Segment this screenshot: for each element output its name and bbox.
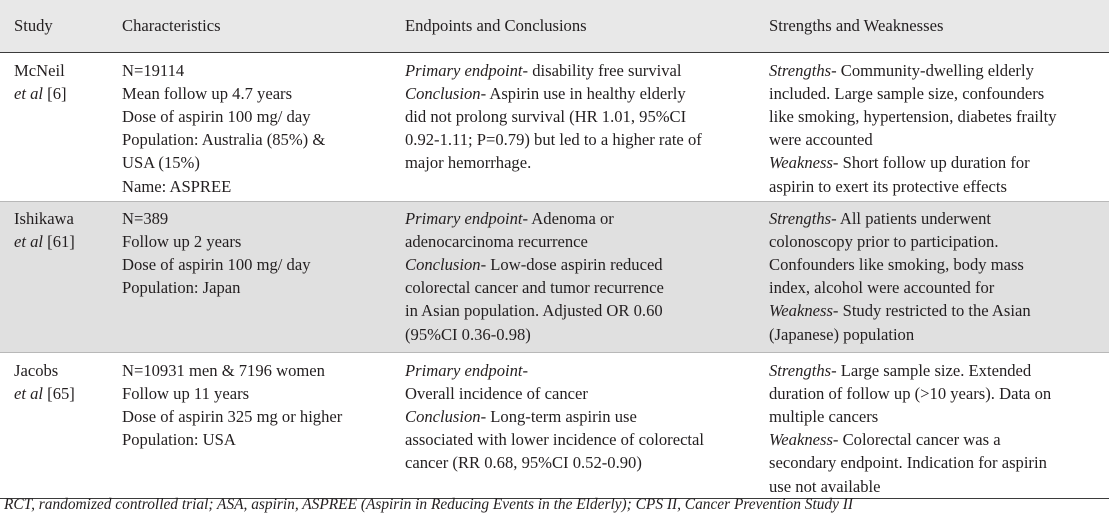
endpoints-cell (391, 201, 755, 352)
strength-line (769, 451, 1103, 474)
line-text: Study restricted to the Asian (838, 301, 1031, 321)
endpoint-line (405, 451, 749, 474)
characteristics-cell (108, 352, 391, 498)
characteristic-line: Follow up 11 years (122, 383, 250, 403)
strength-line (769, 276, 1103, 299)
characteristics-cell (108, 52, 391, 201)
strength-line (769, 428, 1103, 451)
line-label: Conclusion- (405, 406, 487, 426)
characteristics-cell (108, 201, 391, 352)
study-reference (14, 230, 102, 253)
line-label: Conclusion- (405, 83, 487, 103)
line-text: multiple cancers (769, 406, 879, 426)
study-ref-etal: et al (14, 83, 44, 103)
line-label: Primary endpoint- (405, 60, 529, 80)
endpoint-line (405, 105, 749, 128)
header-characteristics: Characteristics (108, 0, 391, 52)
characteristic-line: Population: Japan (122, 278, 241, 298)
endpoints-cell (391, 52, 755, 201)
line-label: Strengths- (769, 208, 837, 228)
study-author: McNeil (14, 60, 65, 80)
strength-line (769, 475, 1103, 498)
line-text: Overall incidence of cancer (405, 383, 588, 403)
study-cell (0, 352, 108, 498)
study-reference (14, 382, 102, 405)
characteristic-line: N=19114 (122, 60, 185, 80)
characteristic-line: Dose of aspirin 100 mg/ day (122, 254, 311, 274)
endpoint-line (405, 323, 749, 346)
line-label: Strengths- (769, 360, 837, 380)
study-author: Ishikawa (14, 208, 74, 228)
endpoint-line (405, 207, 749, 230)
strength-line (769, 128, 1103, 151)
strengths-cell (755, 201, 1109, 352)
header-strengths: Strengths and Weaknesses (755, 0, 1109, 52)
endpoint-line (405, 359, 749, 382)
line-text: colorectal cancer and tumor recurrence (405, 278, 664, 298)
endpoint-line (405, 428, 749, 451)
line-text: cancer (RR 0.68, 95%CI 0.52-0.90) (405, 453, 642, 473)
line-text: were accounted (769, 130, 873, 150)
line-text: associated with lower incidence of colorectal (405, 430, 705, 450)
endpoint-line (405, 230, 749, 253)
study-ref-number: [6] (43, 83, 67, 103)
line-text: included. Large sample size, confounders (769, 83, 1045, 103)
line-label: Weakness- (769, 430, 839, 450)
strength-line (769, 151, 1103, 174)
line-text: (95%CI 0.36-0.98) (405, 324, 531, 344)
line-text: major hemorrhage. (405, 153, 532, 173)
strength-line (769, 323, 1103, 346)
study-ref-etal: et al (14, 383, 44, 403)
study-cell (0, 52, 108, 201)
line-text: secondary endpoint. Indication for aspirin (769, 453, 1047, 473)
line-label: Primary endpoint- (405, 360, 529, 380)
characteristic-line: Dose of aspirin 325 mg or higher (122, 406, 343, 426)
endpoint-line (405, 82, 749, 105)
endpoint-line (405, 151, 749, 174)
table-row (0, 352, 1109, 498)
study-ref-number: [61] (43, 231, 75, 251)
line-text: Confounders like smoking, body mass (769, 254, 1024, 274)
line-text: in Asian population. Adjusted OR 0.60 (405, 301, 663, 321)
line-text: Community-dwelling elderly (836, 60, 1034, 80)
characteristic-line: N=10931 men & 7196 women (122, 360, 325, 380)
characteristic-line: Population: Australia (85%) & (122, 130, 326, 150)
header-endpoints: Endpoints and Conclusions (391, 0, 755, 52)
line-label: Conclusion- (405, 254, 487, 274)
line-label: Weakness- (769, 301, 839, 321)
study-reference (14, 82, 102, 105)
study-cell (0, 201, 108, 352)
study-ref-etal: et al (14, 231, 44, 251)
strength-line (769, 405, 1103, 428)
line-text: aspirin to exert its protective effects (769, 176, 1007, 196)
characteristic-line: USA (15%) (122, 153, 200, 173)
line-text: did not prolong survival (HR 1.01, 95%CI (405, 106, 687, 126)
endpoint-line (405, 59, 749, 82)
characteristic-line: Dose of aspirin 100 mg/ day (122, 106, 311, 126)
characteristic-line: N=389 (122, 208, 169, 228)
endpoint-line (405, 405, 749, 428)
study-ref-number: [65] (43, 383, 75, 403)
endpoint-line (405, 276, 749, 299)
table-header-row (0, 0, 1109, 52)
strength-line (769, 82, 1103, 105)
strength-line (769, 230, 1103, 253)
strengths-cell (755, 352, 1109, 498)
line-text: disability free survival (528, 60, 682, 80)
header-study: Study (0, 0, 108, 52)
strength-line (769, 299, 1103, 322)
line-text: Adenoma or (528, 208, 614, 228)
line-text: index, alcohol were accounted for (769, 278, 995, 298)
line-text: Large sample size. Extended (836, 360, 1032, 380)
line-text: Short follow up duration for (838, 153, 1030, 173)
characteristic-line: Follow up 2 years (122, 231, 242, 251)
line-text: colonoscopy prior to participation. (769, 231, 999, 251)
study-author: Jacobs (14, 360, 59, 380)
endpoints-cell (391, 352, 755, 498)
line-label: Primary endpoint- (405, 208, 529, 228)
line-text: Low-dose aspirin reduced (486, 254, 663, 274)
strength-line (769, 253, 1103, 276)
characteristic-line: Mean follow up 4.7 years (122, 83, 293, 103)
line-text: like smoking, hypertension, diabetes frailty (769, 106, 1057, 126)
line-text: (Japanese) population (769, 324, 915, 344)
line-text: Colorectal cancer was a (838, 430, 1001, 450)
table-footnote: RCT, randomized controlled trial; ASA, aspirin, ASPREE (Aspirin in Reducing Events in the Elderly); CPS II, Cancer Prevention Study II (4, 496, 854, 513)
line-label: Strengths- (769, 60, 837, 80)
line-label: Weakness- (769, 153, 839, 173)
characteristic-line: Population: USA (122, 430, 236, 450)
strength-line (769, 359, 1103, 382)
strength-line (769, 59, 1103, 82)
table-row (0, 52, 1109, 201)
characteristic-line: Name: ASPREE (122, 176, 232, 196)
strengths-cell (755, 52, 1109, 201)
strength-line (769, 175, 1103, 198)
table-row (0, 201, 1109, 352)
endpoint-line (405, 382, 749, 405)
endpoint-line (405, 128, 749, 151)
strength-line (769, 382, 1103, 405)
strength-line (769, 105, 1103, 128)
line-text: Aspirin use in healthy elderly (486, 83, 686, 103)
line-text: Long-term aspirin use (486, 406, 637, 426)
line-text: 0.92-1.11; P=0.79) but led to a higher rate of (405, 130, 702, 150)
line-text: use not available (769, 476, 881, 496)
endpoint-line (405, 299, 749, 322)
line-text: All patients underwent (836, 208, 991, 228)
strength-line (769, 207, 1103, 230)
endpoint-line (405, 253, 749, 276)
line-text: adenocarcinoma recurrence (405, 231, 588, 251)
line-text: duration of follow up (>10 years). Data on (769, 383, 1052, 403)
